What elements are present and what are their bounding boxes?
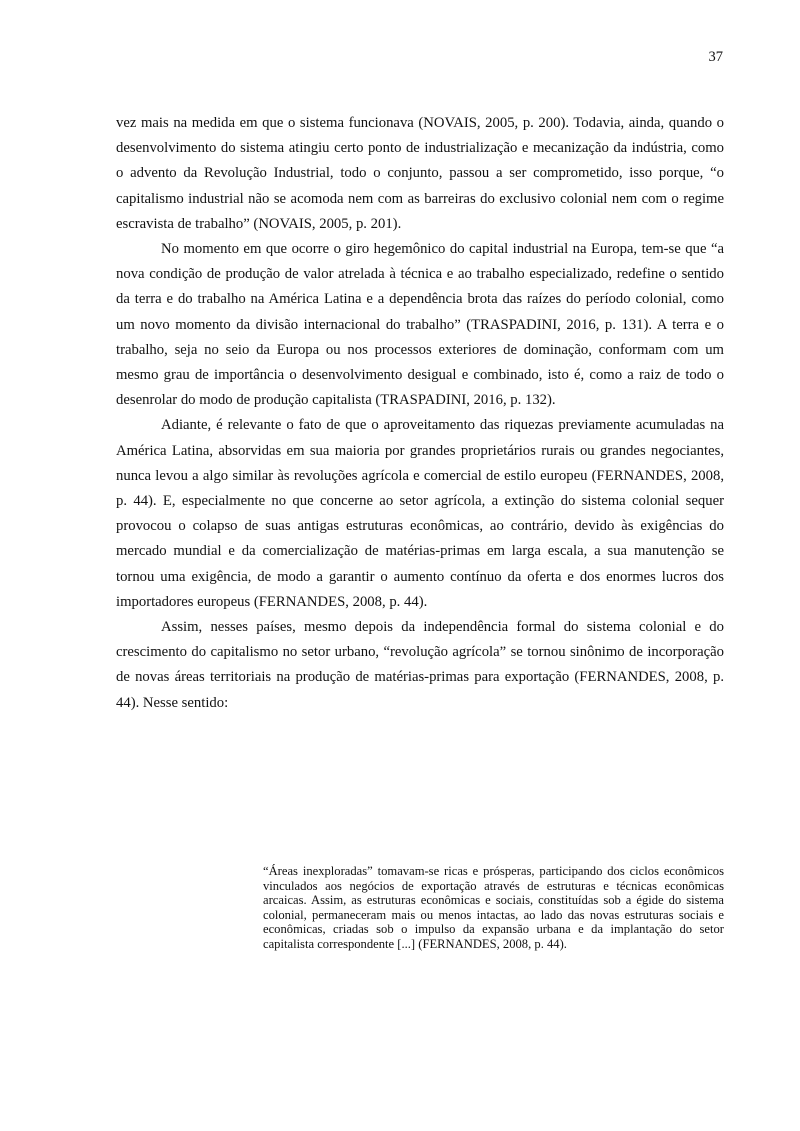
paragraph-continuation: vez mais na medida em que o sistema funcionava (NOVAIS, 2005, p. 200). Todavia, ainda, quando o desenvolvimento do sistema atingiu certo ponto de industrialização e mecanização da indústria, como o advento da Revolução Industrial, todo o conjunto, passou a ser comprometido, isso porque, “o capitalismo industrial não se acomoda nem com as barreiras do exclusivo colonial nem com o regime escravista de trabalho” (NOVAIS, 2005, p. 201). <box>116 115 724 232</box>
paragraph-industrial-capital: No momento em que ocorre o giro hegemônico do capital industrial na Europa, tem-se que “a nova condição de produção de valor atrelada à técnica e ao trabalho especializado, redefine o sentido da terra e do trabalho na América Latina e a dependência brota das raízes do período colonial, como um novo momento da divisão internacional do trabalho” (TRASPADINI, 2016, p. 131). A terra e o trabalho, seja no seio da Europa ou nos processos exteriores de dominação, conformam com um mesmo grau de importância o desenvolvimento desigual e combinado, isto é, como a raiz de todo o desenrolar do modo de produção capitalista (TRASPADINI, 2016, p. 132). <box>116 241 724 409</box>
paragraph-accumulated-wealth: Adiante, é relevante o fato de que o aproveitamento das riquezas previamente acumuladas na América Latina, absorvidas em sua maioria por grandes proprietários rurais ou grandes negociantes, nunca levou a algo similar às revoluções agrícola e comercial de estilo europeu (FERNANDES, 2008, p. 44). E, especialmente no que concerne ao setor agrícola, a extinção do sistema colonial sequer provocou o colapso de suas antigas estruturas econômicas, ao contrário, devido às exigências do mercado mundial e da comercialização de matérias-primas em larga escala, a sua manutenção se tornou uma exigência, de modo a garantir o aumento contínuo da oferta e dos enormes lucros dos importadores europeus (FERNANDES, 2008, p. 44). <box>116 417 724 610</box>
page-number: 37 <box>708 49 723 65</box>
body-text <box>116 111 724 716</box>
block-quote: “Áreas inexploradas” tomavam-se ricas e prósperas, participando dos ciclos econômicos vinculados aos negócios de exportação através de estruturas e técnicas econômicas arcaicas. Assim, as estruturas econômicas e sociais, constituídas sob a égide do sistema colonial, permaneceram mais ou menos intactas, ao lado das novas estruturas sociais e econômicas, criadas sob o impulso da expansão urbana e da implantação do setor capitalista correspondente [...] (FERNANDES, 2008, p. 44). <box>263 864 724 951</box>
paragraph-agricultural-revolution: Assim, nesses países, mesmo depois da independência formal do sistema colonial e do crescimento do capitalismo no setor urbano, “revolução agrícola” se tornou sinônimo de incorporação de novas áreas territoriais na produção de matérias-primas para exportação (FERNANDES, 2008, p. 44). Nesse sentido: <box>116 619 724 711</box>
